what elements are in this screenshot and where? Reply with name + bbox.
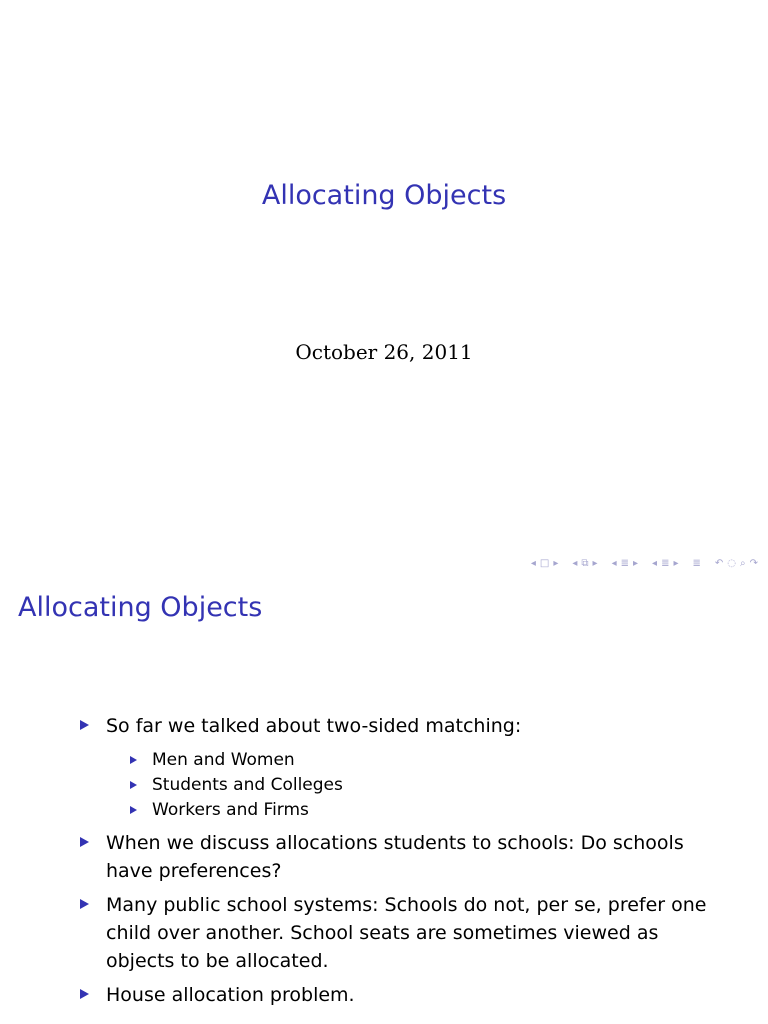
list-item bbox=[80, 712, 720, 823]
beamer-navigation-bar bbox=[519, 555, 760, 571]
triangle-bullet-icon bbox=[130, 781, 137, 789]
nav-subsection-icon[interactable]: ⧉ bbox=[581, 557, 589, 569]
bullet-text: When we discuss allocations students to schools: Do schools have preferences? bbox=[106, 832, 684, 882]
list-item bbox=[130, 748, 720, 773]
bullet-list bbox=[80, 712, 720, 1015]
nav-outline-icon[interactable]: ≣ bbox=[692, 557, 701, 569]
content-slide bbox=[0, 576, 768, 1024]
triangle-bullet-icon bbox=[80, 899, 89, 909]
nav-prev-subsection-icon[interactable]: ◂ bbox=[572, 557, 578, 569]
nav-section-group-a bbox=[610, 558, 640, 569]
triangle-bullet-icon bbox=[80, 837, 89, 847]
sub-bullet-list bbox=[106, 748, 720, 823]
list-item bbox=[80, 891, 720, 975]
bullet-text: Many public school systems: Schools do not, per se, prefer one child over another. School seats are sometimes viewed as objects to be allocated. bbox=[106, 894, 707, 972]
list-item bbox=[80, 829, 720, 885]
presentation-date: October 26, 2011 bbox=[295, 340, 473, 364]
triangle-bullet-icon bbox=[80, 720, 89, 730]
presentation-title: Allocating Objects bbox=[261, 180, 507, 211]
bullet-text: So far we talked about two-sided matching: bbox=[106, 715, 522, 737]
nav-prev-part-icon[interactable]: ◂ bbox=[652, 557, 658, 569]
triangle-bullet-icon bbox=[130, 756, 137, 764]
nav-subsection-group bbox=[570, 558, 599, 569]
nav-prev-section-icon[interactable]: ◂ bbox=[611, 557, 617, 569]
nav-part-icon[interactable]: ≣ bbox=[661, 557, 670, 569]
sub-bullet-text: Men and Women bbox=[152, 750, 295, 770]
nav-frame-group bbox=[529, 558, 561, 569]
nav-section-icon[interactable]: ≣ bbox=[620, 557, 629, 569]
list-item bbox=[80, 981, 720, 1009]
list-item bbox=[130, 773, 720, 798]
sub-bullet-text: Students and Colleges bbox=[152, 775, 343, 795]
nav-back-icon[interactable]: ↶ bbox=[714, 557, 724, 569]
nav-section-group-b bbox=[650, 558, 680, 569]
nav-forward-icon[interactable]: ↷ bbox=[749, 557, 758, 569]
nav-search-icon[interactable]: ⌕ bbox=[740, 557, 746, 569]
nav-next-subsection-icon[interactable]: ▸ bbox=[592, 557, 598, 569]
nav-frame-icon[interactable]: □ bbox=[539, 557, 550, 569]
slide-title: Allocating Objects bbox=[18, 592, 263, 623]
nav-next-section-icon[interactable]: ▸ bbox=[633, 557, 639, 569]
bullet-text: House allocation problem. bbox=[106, 984, 355, 1006]
nav-next-icon[interactable]: ▸ bbox=[553, 557, 559, 569]
list-item bbox=[130, 798, 720, 823]
nav-zoom-icon[interactable]: ◌ bbox=[727, 557, 736, 569]
nav-next-part-icon[interactable]: ▸ bbox=[673, 557, 679, 569]
nav-outline-group bbox=[690, 558, 702, 569]
nav-tools-group bbox=[713, 558, 760, 569]
nav-prev-icon[interactable]: ◂ bbox=[530, 557, 536, 569]
triangle-bullet-icon bbox=[80, 989, 89, 999]
sub-bullet-text: Workers and Firms bbox=[152, 800, 309, 820]
triangle-bullet-icon bbox=[130, 806, 137, 814]
